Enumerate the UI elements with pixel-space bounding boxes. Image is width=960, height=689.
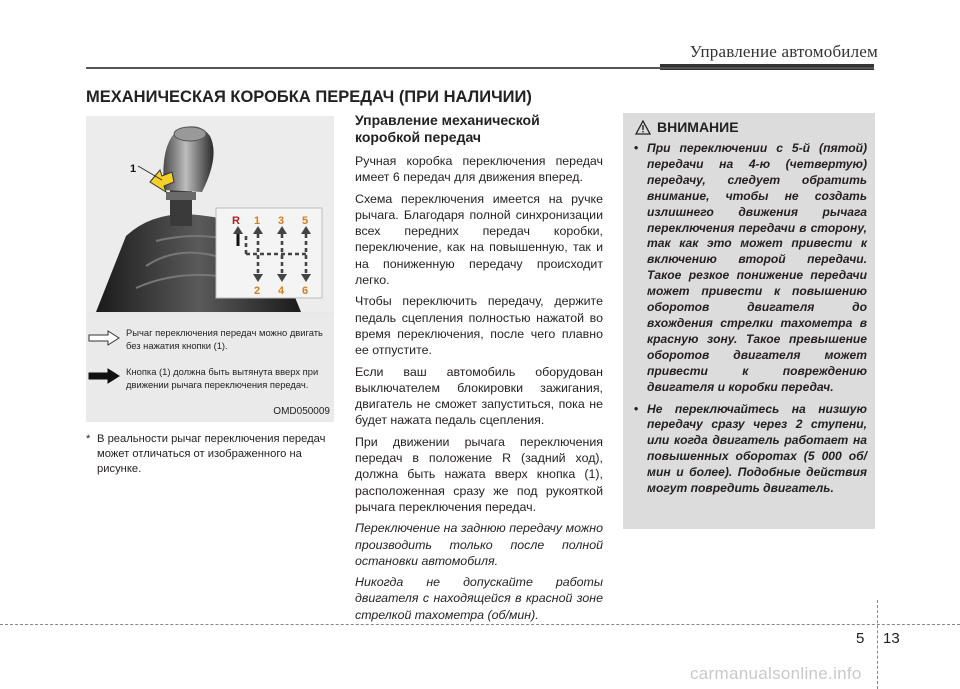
warning-header	[635, 119, 739, 135]
warning-item: • При переключении с 5-й (пятой) передачи на 4-ю (четвертую) передачу, следует обратить внимание, чтобы не создать излишнего движения рычага переключения передачи в сторону, так как это может привести к включению второй передачи. Такое резкое понижение передачи может привести к повышению оборотов двигателя до вхождения стрелки тахометра в красную зону. Такое превышение оборотов двигателя может привести к повреждению двигателя и коробки передач.	[634, 141, 867, 394]
release-button	[166, 192, 196, 200]
footer-rule	[0, 624, 960, 625]
footnote-text: В реальности рычаг переключения передач может отличаться от изображенного на рисунке.	[97, 433, 326, 475]
main-column	[355, 112, 603, 628]
figure-legend	[86, 316, 334, 422]
paragraph: Чтобы переключить передачу, держите педаль сцепления полностью нажатой во время переключения, после чего плавно ее отпустите.	[355, 294, 603, 358]
footer-divider	[877, 600, 878, 689]
paragraph: Если ваш автомобиль оборудован выключателем блокировки зажигания, двигатель не сможет запуститься, пока не будет нажата педаль сцепления.	[355, 364, 603, 428]
gear-label-6: 6	[302, 285, 309, 297]
gear-shift-drawing	[86, 116, 334, 312]
chapter-title: Управление автомобилем	[689, 42, 878, 61]
watermark: carmanualsonline.info	[690, 664, 862, 683]
gear-shift-figure	[86, 116, 334, 422]
legend-item-1: Рычаг переключения передач можно двигать без нажатия кнопки (1).	[126, 327, 323, 351]
paragraph: При движении рычага переключения передач в положение R (задний ход), должна быть нажата вверх кнопка (1), расположенная сразу же под рукояткой рычага переключения передач.	[355, 434, 603, 514]
warning-list	[631, 141, 867, 503]
gear-label-5: 5	[302, 215, 309, 227]
gear-label-4: 4	[278, 285, 285, 297]
callout-label: 1	[130, 163, 137, 175]
figure-code: OMD050009	[273, 406, 330, 417]
warning-box	[623, 113, 875, 529]
filled-arrow-icon	[88, 368, 120, 384]
figure-footnote	[86, 432, 326, 477]
legend-item-2: Кнопка (1) должна быть вытянута вверх при движении рычага переключения передач.	[126, 366, 319, 390]
header-rule	[86, 67, 874, 69]
outline-arrow-icon	[88, 330, 120, 346]
gear-label-1: 1	[254, 215, 261, 227]
gear-label-r: R	[232, 215, 240, 227]
warning-triangle-icon	[635, 120, 651, 135]
gear-label-2: 2	[254, 285, 261, 297]
italic-note: Переключение на заднюю передачу можно производить только после полной остановки автомобиля.	[355, 521, 603, 568]
warning-title: ВНИМАНИЕ	[657, 119, 739, 135]
section-number: 5	[856, 630, 865, 647]
gear-shift-illustration	[86, 116, 334, 312]
page-number: 13	[883, 630, 900, 647]
main-heading: Управление механической коробкой передач	[355, 112, 540, 145]
paragraph: Схема переключения имеется на ручке рычага. Благодаря полной синхронизации всех передних передач коробки, переключение, как на повышенную, так и на пониженную передачу происходит легко.	[355, 191, 603, 288]
section-title: МЕХАНИЧЕСКАЯ КОРОБКА ПЕРЕДАЧ (ПРИ НАЛИЧИИ)	[86, 88, 532, 106]
italic-note: Никогда не допускайте работы двигателя с находящейся в красной зоне стрелкой тахометра (об/мин).	[355, 575, 603, 622]
footnote-star: *	[86, 433, 91, 445]
paragraph: Ручная коробка переключения передач имеет 6 передач для движения вперед.	[355, 154, 603, 185]
gear-label-3: 3	[278, 215, 285, 227]
warning-item: • Не переключайтесь на низшую передачу сразу через 2 ступени, или когда двигатель работает на повышенных оборотах (5 000 об/мин и более). Подобные действия могут повредить двигатель.	[634, 401, 867, 496]
